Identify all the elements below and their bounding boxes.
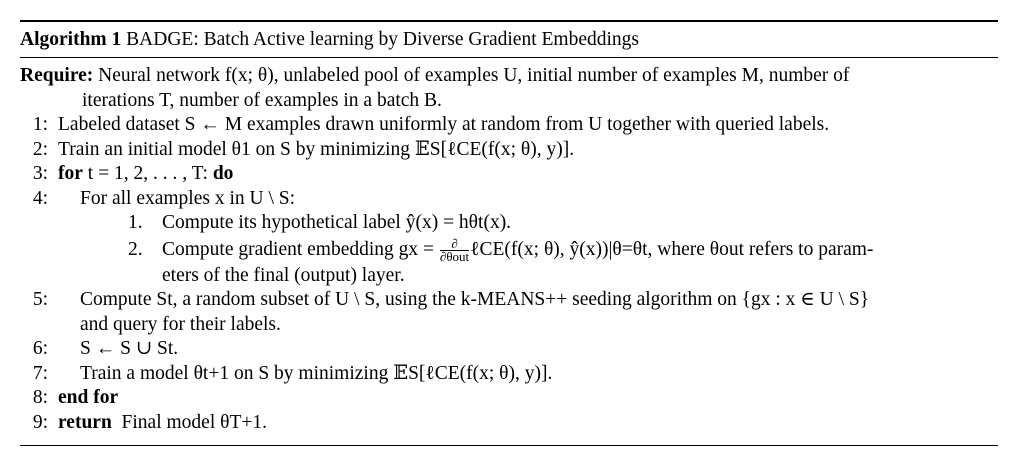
substep-line bbox=[20, 236, 998, 264]
algorithm-body bbox=[20, 58, 998, 435]
require-text-2: iterations T, number of examples in a batch B. bbox=[82, 89, 442, 111]
algorithm-box bbox=[20, 20, 998, 446]
step-line bbox=[20, 411, 998, 436]
require-line-2 bbox=[20, 89, 998, 114]
step-text-continued: and query for their labels. bbox=[80, 313, 281, 335]
step-text: For all examples x in U \ S: bbox=[80, 187, 296, 209]
step-number: 3: bbox=[32, 163, 48, 184]
step-text bbox=[58, 386, 118, 411]
require-line bbox=[20, 64, 998, 89]
keyword-do: do bbox=[212, 163, 234, 184]
step-number: 1: bbox=[32, 114, 48, 135]
keyword-for: for bbox=[58, 163, 83, 184]
substep-text bbox=[162, 235, 874, 264]
step-line bbox=[20, 362, 998, 387]
step-number: 5: bbox=[32, 289, 48, 310]
step-line bbox=[20, 162, 998, 187]
substep-number: 2. bbox=[128, 238, 143, 260]
step-text: Labeled dataset S ← M examples drawn uniformly at random from U together with queried labels. bbox=[58, 114, 830, 135]
require-label: Require: bbox=[20, 65, 94, 86]
step-line bbox=[20, 187, 998, 212]
step-number: 8: bbox=[32, 387, 48, 408]
algorithm-label: Algorithm 1 bbox=[20, 29, 122, 50]
step-text: Compute St, a random subset of U \ S, using the k-MEANS++ seeding algorithm on {gx : x ∈ U \ S} bbox=[80, 289, 870, 310]
step-number: 6: bbox=[32, 338, 48, 359]
substep-continuation bbox=[20, 264, 998, 289]
step-number: 9: bbox=[32, 411, 48, 433]
step-text: Train a model θt+1 on S by minimizing 𝔼S[ℓCE(f(x; θ), y)]. bbox=[80, 362, 553, 384]
return-value: Final model θT+1. bbox=[121, 411, 267, 433]
algorithm-title: BADGE: Batch Active learning by Diverse Gradient Embeddings bbox=[126, 29, 639, 50]
step-text bbox=[58, 162, 233, 187]
step-text bbox=[58, 411, 267, 436]
step-number: 7: bbox=[32, 362, 48, 384]
bottom-rule bbox=[20, 445, 998, 446]
step-text: S ← S ∪ St. bbox=[80, 338, 179, 359]
step-line bbox=[20, 113, 998, 138]
step-line bbox=[20, 386, 998, 411]
substep-text-b: ℓCE(f(x; θ), ŷ(x))|θ=θt, where θout refers to param- bbox=[470, 238, 874, 260]
substep-line bbox=[20, 211, 998, 236]
substep-text-c: eters of the final (output) layer. bbox=[162, 264, 405, 286]
partial-fraction bbox=[439, 235, 470, 264]
step-text: Train an initial model θ1 on S by minimizing 𝔼S[ℓCE(f(x; θ), y)]. bbox=[58, 138, 575, 160]
require-text-1: Neural network f(x; θ), unlabeled pool of examples U, initial number of examples M, number of bbox=[98, 65, 850, 86]
keyword-end-for: end for bbox=[58, 387, 119, 408]
substep-text-a: Compute gradient embedding gx = bbox=[162, 238, 435, 260]
step-number: 4: bbox=[32, 187, 48, 209]
step-line bbox=[20, 337, 998, 362]
substep-text: Compute its hypothetical label ŷ(x) = hθt(x). bbox=[162, 212, 512, 233]
substep-number: 1. bbox=[128, 212, 143, 233]
step-number: 2: bbox=[32, 138, 48, 160]
algorithm-caption bbox=[20, 22, 998, 57]
step-line bbox=[20, 138, 998, 163]
step-continuation bbox=[20, 313, 998, 338]
fraction-numerator: ∂ bbox=[451, 235, 458, 251]
step-line bbox=[20, 288, 998, 313]
keyword-return: return bbox=[58, 411, 112, 433]
loop-range: t = 1, 2, . . . , T: bbox=[87, 163, 208, 184]
fraction-denominator: ∂θout bbox=[439, 248, 470, 264]
